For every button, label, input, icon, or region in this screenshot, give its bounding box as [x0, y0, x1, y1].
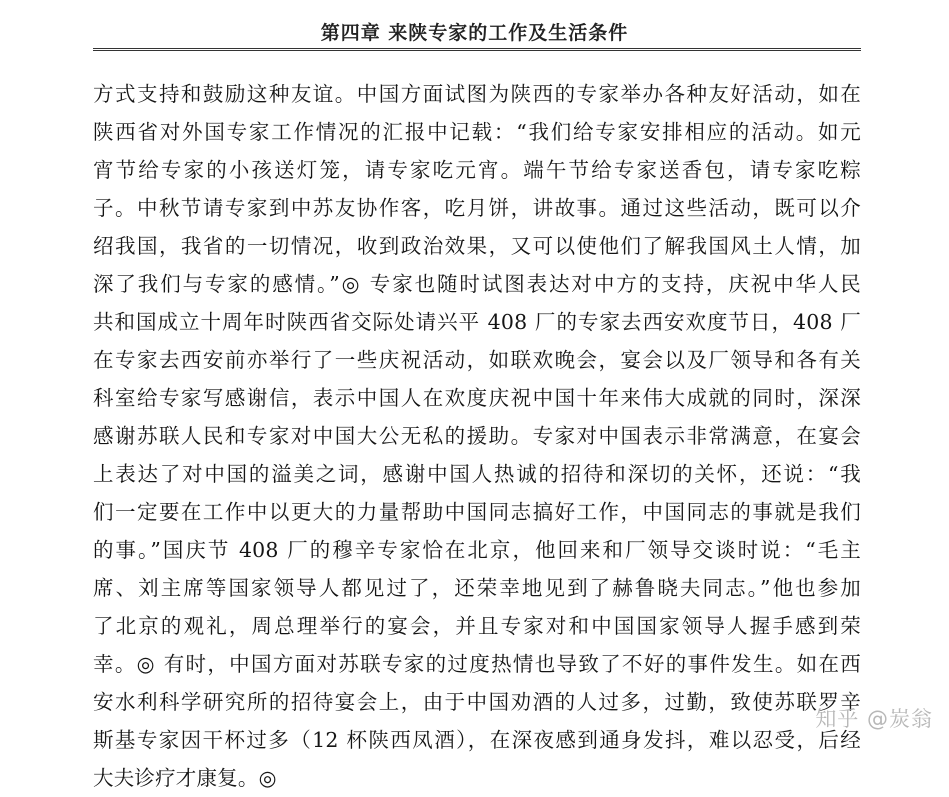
- text-line: 安水利科学研究所的招待宴会上，由于中国劝酒的人过多，过勤，致使苏联罗辛: [93, 690, 861, 714]
- text-line: 幸。◎ 有时，中国方面对苏联专家的过度热情也导致了不好的事件发生。如在西: [93, 652, 861, 676]
- text-line: 感谢苏联人民和专家对中国大公无私的援助。专家对中国表示非常满意，在宴会: [93, 424, 861, 448]
- text-line: 宵节给专家的小孩送灯笼，请专家吃元宵。端午节给专家送香包，请专家吃粽: [93, 158, 861, 182]
- text-line: 斯基专家因干杯过多（12 杯陕西凤酒），在深夜感到通身发抖，难以忍受，后经: [93, 728, 861, 752]
- text-line: 席、刘主席等国家领导人都见过了，还荣幸地见到了赫鲁晓夫同志。”他也参加: [93, 576, 861, 600]
- text-line: 科室给专家写感谢信，表示中国人在欢度庆祝中国十年来伟大成就的同时，深深: [93, 386, 861, 410]
- page-header: 第四章 来陕专家的工作及生活条件: [320, 22, 629, 44]
- text-line: 在专家去西安前亦举行了一些庆祝活动，如联欢晚会，宴会以及厂领导和各有关: [93, 348, 861, 372]
- text-line: 上表达了对中国的溢美之词，感谢中国人热诚的招待和深切的关怀，还说：“我: [93, 462, 861, 486]
- text-line: 深了我们与专家的感情。”◎ 专家也随时试图表达对中方的支持，庆祝中华人民: [93, 272, 861, 296]
- text-line: 了北京的观礼，周总理举行的宴会，并且专家对和中国国家领导人握手感到荣: [93, 614, 861, 638]
- text-line: 的事。”国庆节 408 厂的穆辛专家恰在北京，他回来和厂领导交谈时说：“毛主: [93, 538, 861, 562]
- body-paragraph: [93, 75, 861, 797]
- text-line: 绍我国，我省的一切情况，收到政治效果，又可以使他们了解我国风土人情，加: [93, 234, 861, 258]
- text-line: 大夫诊疗才康复。◎: [93, 766, 277, 790]
- text-line: 方式支持和鼓励这种友谊。中国方面试图为陕西的专家举办各种友好活动，如在: [93, 82, 861, 106]
- text-line: 们一定要在工作中以更大的力量帮助中国同志搞好工作，中国同志的事就是我们: [93, 500, 861, 524]
- watermark: 知乎 @炭翁: [815, 707, 933, 731]
- text-line: 子。中秋节请专家到中苏友协作客，吃月饼，讲故事。通过这些活动，既可以介: [93, 196, 861, 220]
- text-line: 陕西省对外国专家工作情况的汇报中记载：“我们给专家安排相应的活动。如元: [93, 120, 861, 144]
- text-line: 共和国成立十周年时陕西省交际处请兴平 408 厂的专家去西安欢度节日，408 厂: [93, 310, 861, 334]
- header-rule: [93, 48, 861, 51]
